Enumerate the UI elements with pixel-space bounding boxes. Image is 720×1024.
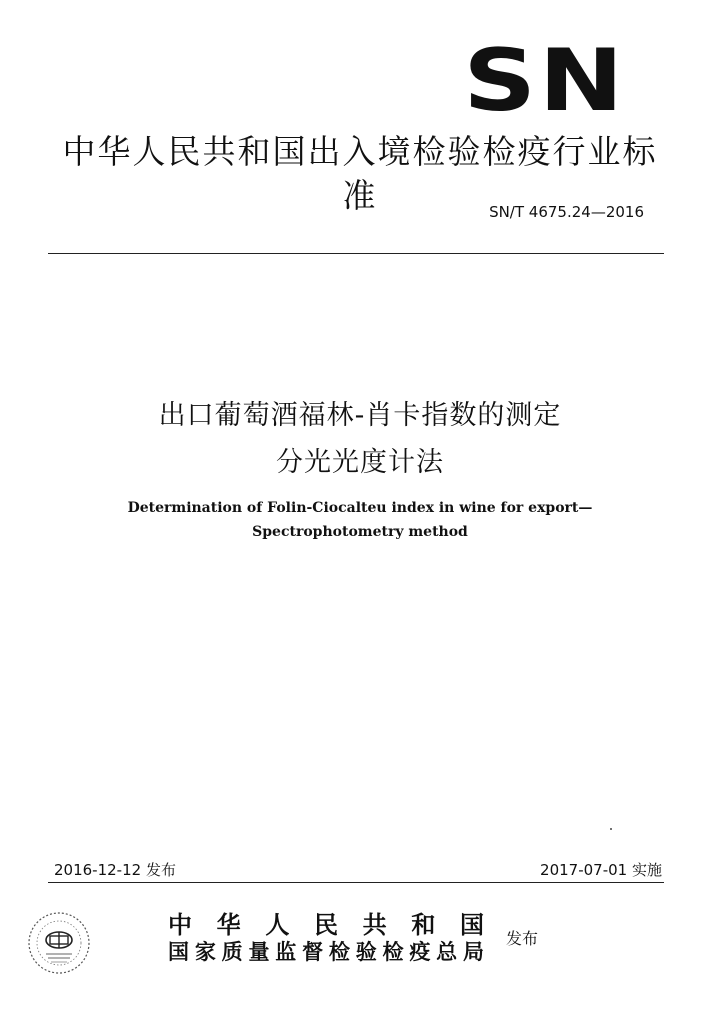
issuer-action: 发布 xyxy=(506,929,539,948)
scan-speck xyxy=(610,828,612,830)
title-english-line-2: Spectrophotometry method xyxy=(252,524,468,540)
issuer-line-1: 中华人民共和国 xyxy=(168,910,484,939)
title-chinese-line-2: 分光光度计法 xyxy=(276,447,444,478)
issuing-authority xyxy=(168,912,484,966)
footer-divider xyxy=(48,882,664,883)
sn-logo: SN xyxy=(463,31,626,131)
issue-date: 2016-12-12 发布 xyxy=(54,861,176,879)
issuer-seal-icon xyxy=(26,910,92,976)
title-chinese-line-1: 出口葡萄酒福林-肖卡指数的测定 xyxy=(158,400,562,431)
title-english-line-1: Determination of Folin-Ciocalteu index in wine for export— xyxy=(127,500,593,516)
standard-category-title: 中华人民共和国出入境检验检疫行业标准 xyxy=(62,132,658,215)
header-divider xyxy=(48,253,664,254)
implementation-date: 2017-07-01 实施 xyxy=(540,861,662,879)
issuer-line-2: 国家质量监督检验检疫总局 xyxy=(168,939,484,964)
standard-number: SN/T 4675.24—2016 xyxy=(489,203,644,221)
